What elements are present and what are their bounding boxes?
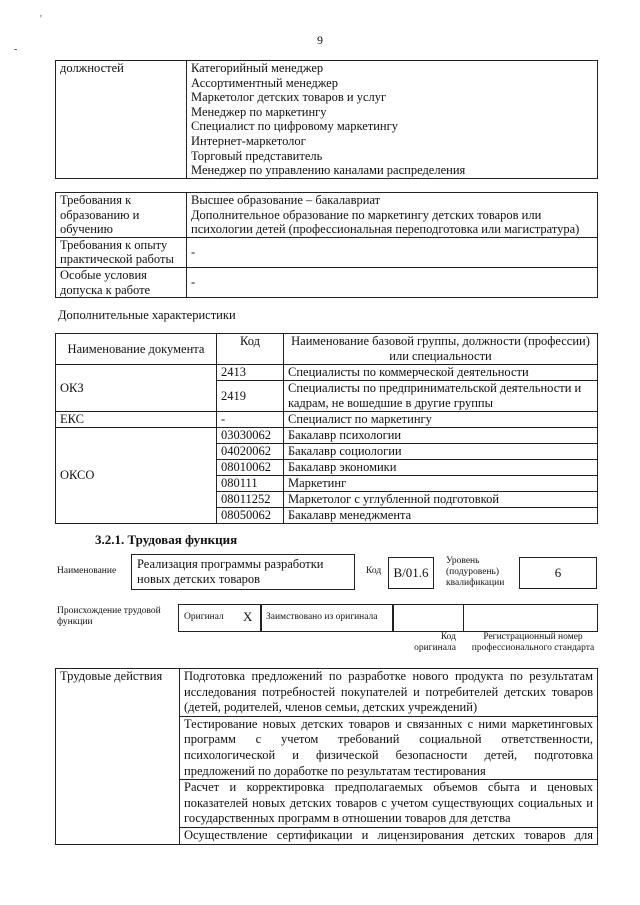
list-item: Менеджер по управлению каналами распределения xyxy=(191,163,466,178)
table-row xyxy=(56,365,598,381)
scan-mark: - xyxy=(14,44,18,55)
doc-okso: ОКСО xyxy=(56,428,217,524)
name-cell: Специалисты по предпринимательской деятельности и кадрам, не вошедшие в другие группы xyxy=(284,381,598,412)
code-cell: - xyxy=(217,412,284,428)
function-code-box xyxy=(388,557,434,589)
list-item: Торговый представитель xyxy=(191,148,323,163)
name-cell: Бакалавр экономики xyxy=(284,460,598,476)
table-header-row xyxy=(56,334,598,365)
section-heading: 3.2.1. Трудовая функция xyxy=(95,532,238,547)
level-value: 6 xyxy=(554,565,562,580)
labor-action-item: Тестирование новых детских товаров и связанных с ними маркетинговых программ с учетом требований социальной ответственности, психологической и физической безопасности детей, подготовка предложений по доработке по результатам тестирования xyxy=(180,716,598,779)
additional-characteristics-table xyxy=(55,333,598,524)
labor-actions-table xyxy=(55,668,598,845)
table-row xyxy=(56,412,598,428)
positions-list xyxy=(187,61,598,179)
code-cell: 08011252 xyxy=(217,492,284,508)
original-mark: X xyxy=(243,609,253,624)
page-number: 9 xyxy=(317,33,323,47)
code-cell: 2419 xyxy=(217,381,284,412)
table-row xyxy=(56,267,598,297)
code-cell: 08010062 xyxy=(217,460,284,476)
function-name-box xyxy=(131,554,355,590)
positions-label: должностей xyxy=(56,61,187,179)
req-label-conditions: Особые условия допуска к работе xyxy=(56,267,187,297)
level-label: Уровень (подуровень) квалификации xyxy=(446,556,505,588)
name-cell: Специалист по маркетингу xyxy=(284,412,598,428)
req-value-education xyxy=(187,193,598,238)
labor-action-item: Осуществление сертификации и лицензирования детских товаров для xyxy=(180,827,598,844)
doc-okz: ОКЗ xyxy=(56,365,217,412)
doc-eks: ЕКС xyxy=(56,412,217,428)
code-label: Код xyxy=(366,566,382,576)
header-doc-name: Наименование документа xyxy=(56,334,217,365)
req-label-experience: Требования к опыту практической работы xyxy=(56,237,187,267)
table-row xyxy=(56,193,598,238)
table-row xyxy=(56,237,598,267)
labor-action-item: Расчет и корректировка предполагаемых объемов сбыта и ценовых показателей новых детских товаров с учетом существующих социальных и государственных программ в отношении товаров для детства xyxy=(180,780,598,828)
req-line: Высшее образование – бакалавриат xyxy=(191,193,381,207)
header-group-name: Наименование базовой группы, должности (профессии) или специальности xyxy=(284,334,598,365)
additional-characteristics-title: Дополнительные характеристики xyxy=(58,308,236,322)
code-cell: 08050062 xyxy=(217,508,284,524)
code-cell: 03030062 xyxy=(217,428,284,444)
original-label: Оригинал xyxy=(184,612,224,622)
code-cell: 04020062 xyxy=(217,444,284,460)
header-code: Код xyxy=(217,334,284,365)
name-label: Наименование xyxy=(57,566,117,576)
list-item: Категорийный менеджер xyxy=(191,61,324,75)
name-cell: Бакалавр социологии xyxy=(284,444,598,460)
code-cell: 080111 xyxy=(217,476,284,492)
table-row xyxy=(56,428,598,444)
list-item: Специалист по цифровому маркетингу xyxy=(191,119,398,134)
list-item: Интернет-маркетолог xyxy=(191,133,306,148)
list-item: Менеджер по маркетингу xyxy=(191,104,327,119)
req-value-experience: - xyxy=(187,237,598,267)
name-cell: Маркетинг xyxy=(284,476,598,492)
req-line: Дополнительное образование по маркетингу детских товаров или психологии детей (профессиональная переподготовка или магистратура) xyxy=(191,207,580,237)
original-code-cell xyxy=(392,604,464,632)
requirements-table xyxy=(55,192,598,298)
req-value-conditions: - xyxy=(187,267,598,297)
name-cell: Бакалавр психологии xyxy=(284,428,598,444)
function-code-value: B/01.6 xyxy=(393,565,429,580)
list-item: Ассортиментный менеджер xyxy=(191,75,338,90)
scan-mark: ' xyxy=(40,14,42,25)
labor-action-item: Подготовка предложений по разработке нового продукта по результатам исследования потребностей покупателей и потребителей детских товаров (детей, родителей, членов семьи, детских учреждений) xyxy=(180,669,598,717)
positions-table xyxy=(55,60,598,179)
req-label-education: Требования к образованию и обучению xyxy=(56,193,187,238)
function-name-value: Реализация программы разработки новых детских товаров xyxy=(137,557,324,586)
code-cell: 2413 xyxy=(217,365,284,381)
labor-actions-label: Трудовые действия xyxy=(56,669,180,845)
table-row xyxy=(56,669,598,717)
name-cell: Бакалавр менеджмента xyxy=(284,508,598,524)
borrowed-label: Заимствовано из оригинала xyxy=(266,612,378,622)
level-box xyxy=(519,557,597,589)
name-cell: Маркетолог с углубленной подготовкой xyxy=(284,492,598,508)
list-item: Маркетолог детских товаров и услуг xyxy=(191,90,387,105)
name-cell: Специалисты по коммерческой деятельности xyxy=(284,365,598,381)
origin-label: Происхождение трудовой функции xyxy=(57,606,161,627)
reg-number-label: Регистрационный номер профессионального стандарта xyxy=(471,632,595,653)
code-original-label: Код оригинала xyxy=(414,632,456,653)
